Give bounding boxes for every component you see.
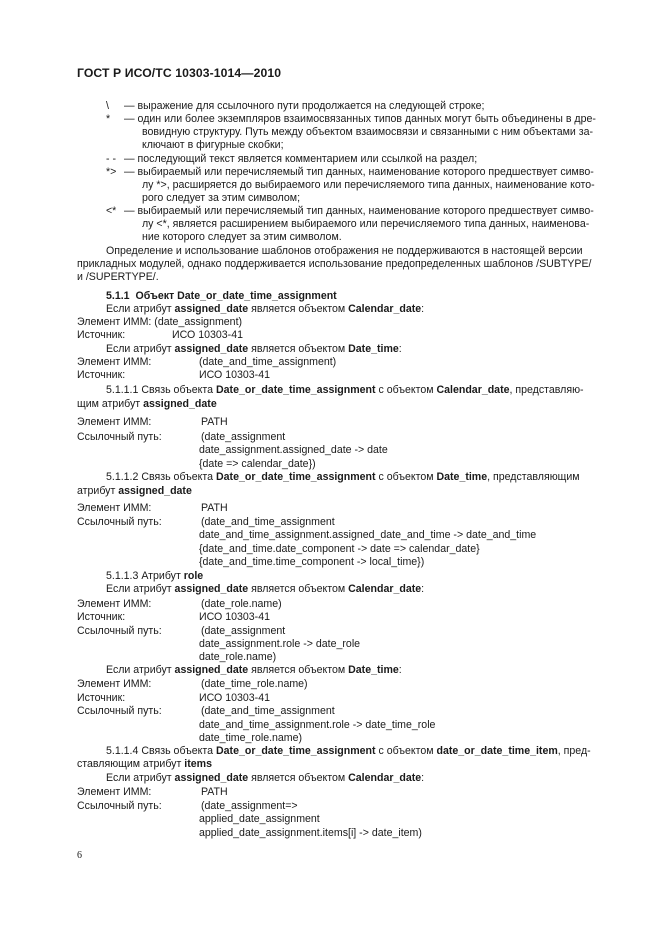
- source-label: Источник:: [77, 369, 126, 381]
- reference-path-line: date_and_time_assignment.role -> date_time_role: [199, 719, 436, 731]
- legend-text: — последующий текст является комментарием или ссылкой на раздел;: [124, 153, 478, 165]
- reference-path-line: date_assignment.assigned_date -> date: [199, 444, 388, 456]
- legend-text: лу *>, расширяется до выбираемого или перечисляемого типа данных, наименование кото-: [142, 179, 595, 191]
- condition-line: Если атрибут assigned_date является объектом Calendar_date:: [106, 583, 425, 595]
- reference-path-line: (date_assignment: [201, 431, 286, 443]
- arm-element-value: (date_and_time_assignment): [199, 356, 337, 368]
- source-value: ИСО 10303-41: [199, 692, 270, 704]
- legend-text: — выбираемый или перечисляемый тип данных, наименование которого предшествует симво-: [124, 166, 594, 178]
- document-header: ГОСТ Р ИСО/ТС 10303-1014—2010: [77, 66, 282, 80]
- reference-path-line: date_role.name): [199, 651, 277, 663]
- reference-path-label: Ссылочный путь:: [77, 625, 162, 637]
- arm-element-label: Элемент ИММ:: [77, 356, 152, 368]
- reference-path-label: Ссылочный путь:: [77, 800, 162, 812]
- section-title: Объект Date_or_date_time_assignment: [135, 290, 337, 302]
- reference-path-line: (date_assignment=>: [201, 800, 298, 812]
- source-value: ИСО 10303-41: [172, 329, 243, 341]
- subsection-heading: 5.1.1.4 Связь объекта Date_or_date_time_assignment с объектом date_or_date_time_item, пред-: [106, 745, 591, 757]
- arm-element-value: PATH: [201, 416, 228, 428]
- subsection-heading-cont: ставляющим атрибут items: [77, 758, 212, 770]
- condition-line: Если атрибут assigned_date является объектом Calendar_date:: [106, 303, 425, 315]
- legend-symbol: \: [106, 100, 109, 112]
- legend-symbol: <*: [106, 205, 117, 217]
- reference-path-line: applied_date_assignment: [199, 813, 320, 825]
- section-heading: [106, 290, 337, 303]
- reference-path-line: date_and_time_assignment.assigned_date_and_time -> date_and_time: [199, 529, 537, 541]
- source-label: Источник:: [77, 692, 126, 704]
- arm-element-label: Элемент ИММ:: [77, 416, 152, 428]
- arm-element-label: Элемент ИММ:: [77, 678, 152, 690]
- legend-symbol: - -: [106, 153, 116, 165]
- section-number: 5.1.1: [106, 290, 130, 302]
- source-value: ИСО 10303-41: [199, 369, 270, 381]
- arm-element-value: (date_role.name): [201, 598, 282, 610]
- reference-path-line: applied_date_assignment.items[i] -> date_item): [199, 827, 422, 839]
- legend-text: рого следует за этим символом;: [142, 192, 301, 204]
- legend-text: — выражение для ссылочного пути продолжается на следующей строке;: [124, 100, 485, 112]
- reference-path-line: (date_and_time_assignment: [201, 705, 335, 717]
- legend-text: лу <*, является расширением выбираемого или перечисляемого типа данных, наименова-: [142, 218, 590, 230]
- condition-line: Если атрибут assigned_date является объектом Date_time:: [106, 664, 402, 676]
- source-value: ИСО 10303-41: [199, 611, 270, 623]
- source-label: Источник:: [77, 329, 126, 341]
- arm-element-value: (date_time_role.name): [201, 678, 308, 690]
- subsection-heading: 5.1.1.2 Связь объекта Date_or_date_time_assignment с объектом Date_time, представляющим: [106, 471, 580, 483]
- arm-element-value: PATH: [201, 502, 228, 514]
- reference-path-label: Ссылочный путь:: [77, 516, 162, 528]
- legend-text: ключают в фигурные скобки;: [142, 139, 284, 151]
- condition-line: Если атрибут assigned_date является объектом Calendar_date:: [106, 772, 425, 784]
- legend-text: вовидную структуру. Путь между объектом взаимосвязи и связанными с ним объектами за-: [142, 126, 594, 138]
- arm-element-label: Элемент ИММ:: [77, 502, 152, 514]
- subsection-heading-cont: щим атрибут assigned_date: [77, 398, 217, 410]
- condition-line: Если атрибут assigned_date является объектом Date_time:: [106, 343, 402, 355]
- legend-text: ние которого следует за этим символом.: [142, 231, 342, 243]
- reference-path-line: {date_and_time.date_component -> date => calendar_date}: [199, 543, 480, 555]
- legend-symbol: *>: [106, 166, 117, 178]
- arm-element-label: Элемент ИММ:: [77, 598, 152, 610]
- legend-text: — один или более экземпляров взаимосвязанных типов данных могут быть объединены в дре-: [124, 113, 596, 125]
- reference-path-line: date_assignment.role -> date_role: [199, 638, 361, 650]
- reference-path-label: Ссылочный путь:: [77, 431, 162, 443]
- arm-element-line: Элемент ИММ: (date_assignment): [77, 316, 243, 328]
- subsection-heading-cont: атрибут assigned_date: [77, 485, 192, 497]
- source-label: Источник:: [77, 611, 126, 623]
- legend-text: — выбираемый или перечисляемый тип данных, наименование которого предшествует симво-: [124, 205, 594, 217]
- intro-paragraph-line: и /SUPERTYPE/.: [77, 271, 159, 283]
- subsection-heading: 5.1.1.1 Связь объекта Date_or_date_time_assignment с объектом Calendar_date, представляю-: [106, 384, 584, 396]
- reference-path-line: {date_and_time.time_component -> local_time}): [199, 556, 425, 568]
- subsection-heading: 5.1.1.3 Атрибут role: [106, 570, 204, 582]
- reference-path-line: date_time_role.name): [199, 732, 303, 744]
- arm-element-value: PATH: [201, 786, 228, 798]
- page-number: 6: [77, 850, 82, 861]
- reference-path-line: {date => calendar_date}): [199, 458, 316, 470]
- legend-symbol: *: [106, 113, 111, 125]
- intro-paragraph-line: Определение и использование шаблонов отображения не поддерживаются в настоящей версии: [106, 245, 583, 257]
- arm-element-label: Элемент ИММ:: [77, 786, 152, 798]
- reference-path-label: Ссылочный путь:: [77, 705, 162, 717]
- reference-path-line: (date_and_time_assignment: [201, 516, 335, 528]
- reference-path-line: (date_assignment: [201, 625, 286, 637]
- intro-paragraph-line: прикладных модулей, однако поддерживается использование предопределенных шаблонов /SUBTYPE/: [77, 258, 592, 270]
